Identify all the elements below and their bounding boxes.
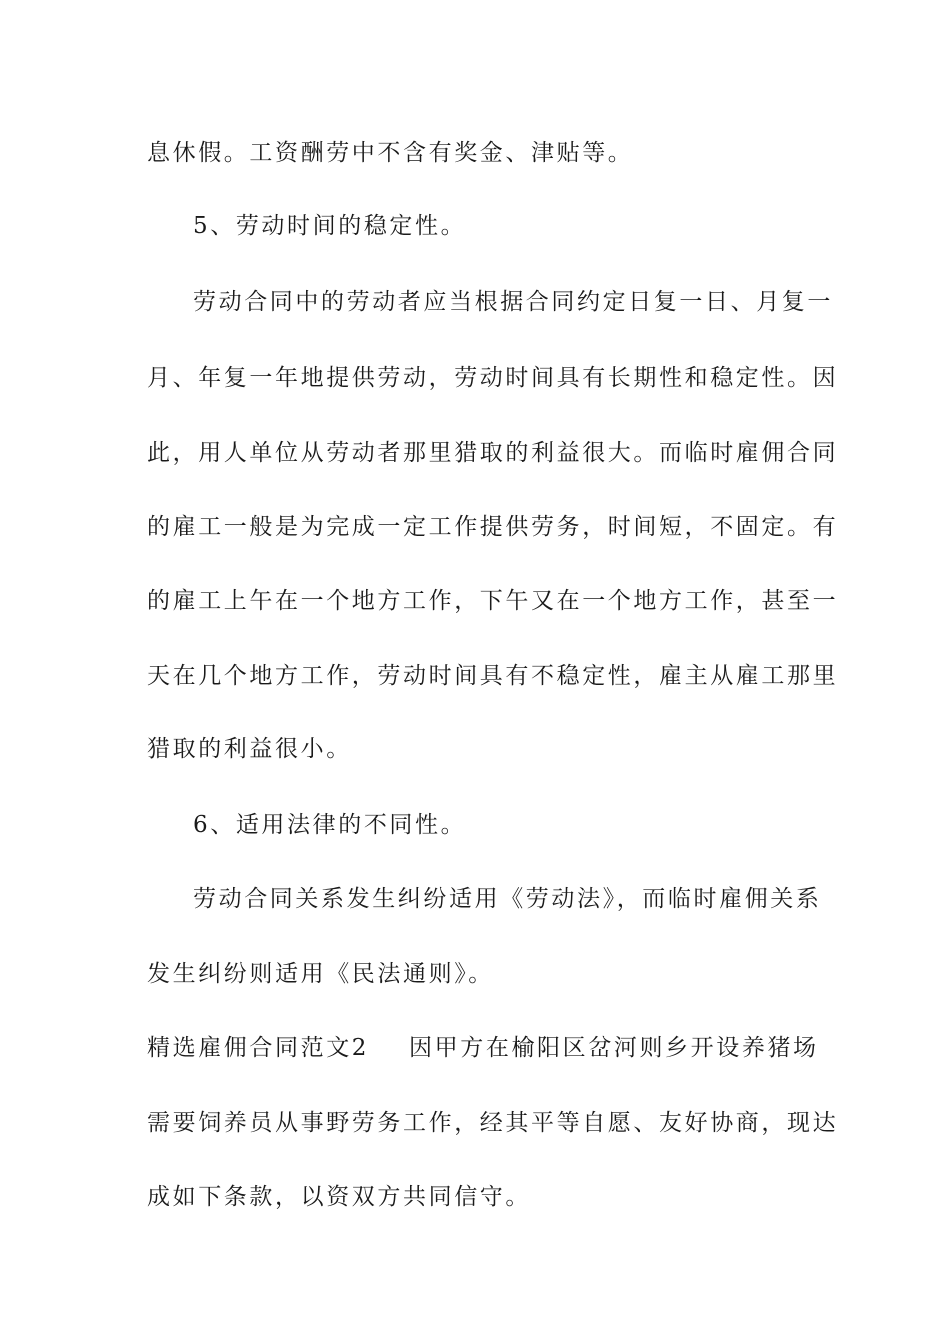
- text-line: 的雇工上午在一个地方工作，下午又在一个地方工作，甚至一: [147, 588, 839, 614]
- section-heading: 5、劳动时间的稳定性。: [193, 213, 467, 239]
- text-segment: 因甲方在榆阳区岔河则乡开设养猪场: [409, 1035, 819, 1061]
- text-line: 月、年复一年地提供劳动，劳动时间具有长期性和稳定性。因: [147, 365, 839, 391]
- text-line: 天在几个地方工作，劳动时间具有不稳定性，雇主从雇工那里: [147, 663, 839, 689]
- text-line: 需要饲养员从事野劳务工作，经其平等自愿、友好协商，现达: [147, 1110, 839, 1136]
- document-title: 精选雇佣合同范文2: [147, 1035, 370, 1061]
- text-line: 猎取的利益很小。: [147, 736, 352, 762]
- text-line: [147, 1028, 819, 1068]
- section-heading: 6、适用法律的不同性。: [193, 812, 467, 838]
- text-line: 劳动合同中的劳动者应当根据合同约定日复一日、月复一: [193, 289, 833, 315]
- text-line: 的雇工一般是为完成一定工作提供劳务，时间短，不固定。有: [147, 514, 839, 540]
- text-line: 劳动合同关系发生纠纷适用《劳动法》，而临时雇佣关系: [193, 886, 822, 912]
- text-line: 发生纠纷则适用《民法通则》。: [147, 961, 494, 987]
- text-line: 此，用人单位从劳动者那里猎取的利益很大。而临时雇佣合同: [147, 440, 839, 466]
- text-line: 息休假。工资酬劳中不含有奖金、津贴等。: [147, 140, 634, 166]
- text-line: 成如下条款，以资双方共同信守。: [147, 1184, 531, 1210]
